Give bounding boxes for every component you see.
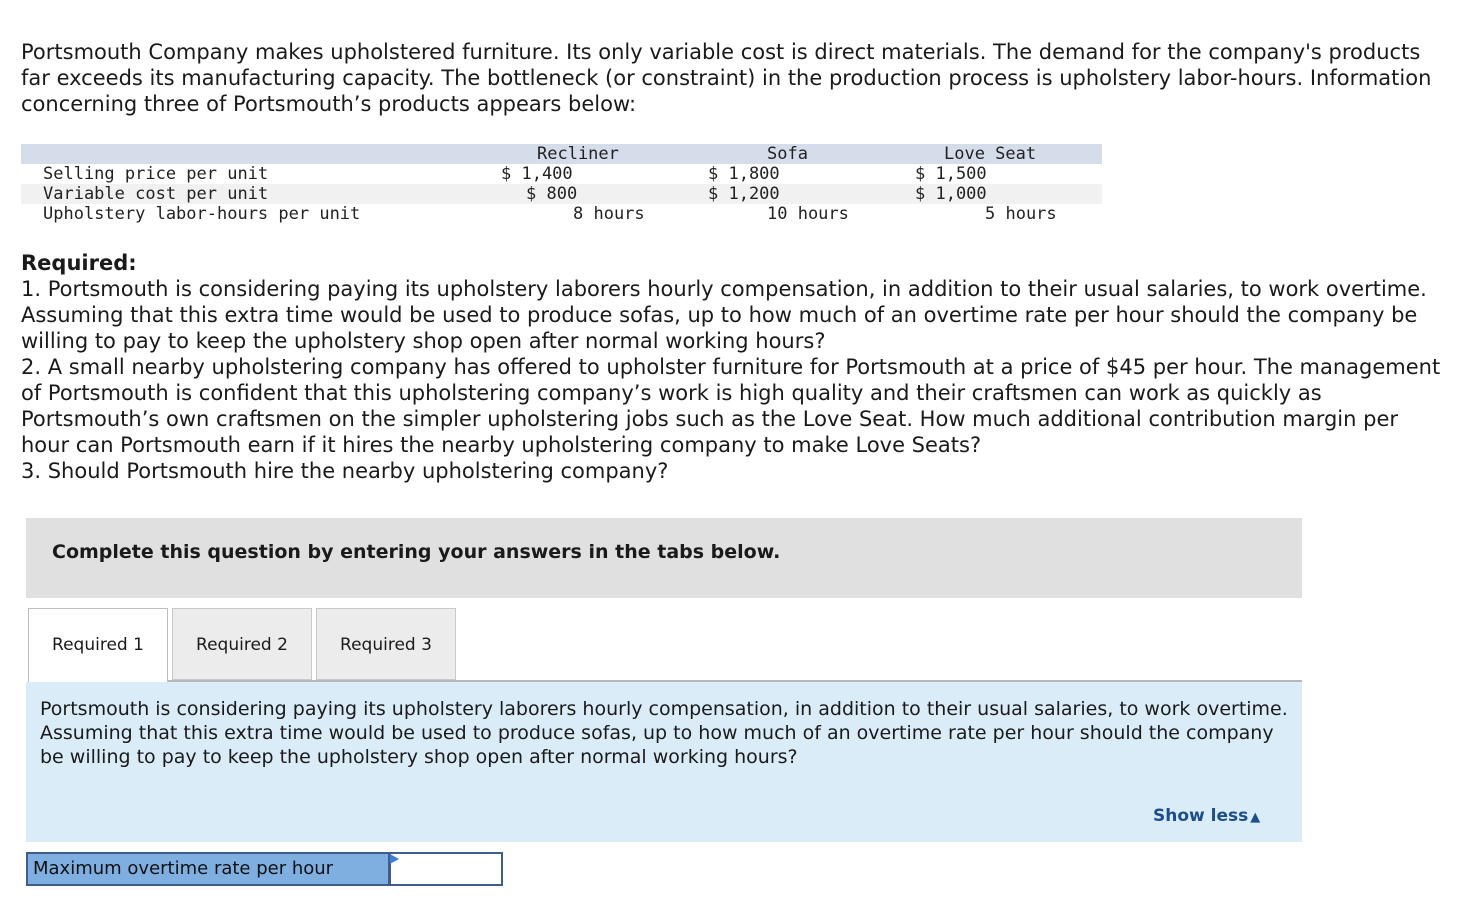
instruction-text: Complete this question by entering your answers in the tabs below. — [52, 541, 781, 563]
required-item-3: 3. Should Portsmouth hire the nearby upholstering company? — [21, 459, 669, 483]
show-less-label: Show less — [1153, 806, 1249, 826]
header-sofa: Sofa — [767, 144, 808, 164]
tab-panel — [26, 682, 1302, 842]
row-label-labor-hours: Upholstery labor-hours per unit — [43, 204, 361, 224]
max-overtime-rate-input[interactable] — [391, 854, 501, 884]
love-seat-labor-hours: 5 hours — [985, 204, 1057, 224]
tab-required-2[interactable]: Required 2 — [172, 608, 312, 680]
input-flag-icon — [390, 854, 399, 864]
panel-question-text: Portsmouth is considering paying its upholstery laborers hourly compensation, in addition to their usual salaries, to work overtime. Assuming that this extra time would be used to produce sofas, up to how much of an overtime rate per hour should the company be willing to pay to keep the upholstery shop open after normal working hours? — [40, 698, 1288, 768]
recliner-variable-cost: $ 800 — [526, 184, 578, 204]
answer-input-box — [389, 852, 503, 886]
required-heading: Required: — [21, 251, 137, 275]
intro-text: Portsmouth Company makes upholstered furniture. Its only variable cost is direct materials. The demand for the company's products far exceeds its manufacturing capacity. The bottleneck (or constraint) in the production process is upholstery labor-hours. Information concerning three of Portsmouth’s products appears below: — [21, 40, 1432, 116]
required-item-2: 2. A small nearby upholstering company has offered to upholster furniture for Portsmouth at a price of $45 per hour. The management of Portsmouth is confident that this upholstering company’s work is high quality and their craftsmen can work as quickly as Portsmouth’s own craftsmen on the simpler upholstering jobs such as the Love Seat. How much additional contribution margin per hour can Portsmouth earn if it hires the nearby upholstering company to make Love Seats? — [21, 355, 1441, 457]
love-seat-selling-price: $ 1,500 — [915, 164, 987, 184]
show-less-link[interactable] — [1153, 806, 1260, 826]
product-table — [21, 144, 1102, 224]
recliner-selling-price: $ 1,400 — [501, 164, 573, 184]
love-seat-variable-cost: $ 1,000 — [915, 184, 987, 204]
sofa-selling-price: $ 1,800 — [708, 164, 780, 184]
required-section — [21, 250, 1441, 484]
tab-required-1[interactable]: Required 1 — [28, 608, 168, 682]
row-label-variable-cost: Variable cost per unit — [43, 184, 269, 204]
triangle-up-icon: ▲ — [1250, 810, 1261, 825]
sofa-variable-cost: $ 1,200 — [708, 184, 780, 204]
recliner-labor-hours: 8 hours — [573, 204, 645, 224]
tab-required-3[interactable]: Required 3 — [316, 608, 456, 680]
answer-label: Maximum overtime rate per hour — [26, 852, 390, 886]
instruction-banner — [26, 518, 1302, 598]
row-label-selling-price: Selling price per unit — [43, 164, 269, 184]
required-item-1: 1. Portsmouth is considering paying its upholstery laborers hourly compensation, in addition to their usual salaries, to work overtime. Assuming that this extra time would be used to produce sofas, up to how much of an overtime rate per hour should the company be willing to pay to keep the upholstery shop open after normal working hours? — [21, 277, 1427, 353]
header-recliner: Recliner — [537, 144, 619, 164]
sofa-labor-hours: 10 hours — [767, 204, 849, 224]
header-love-seat: Love Seat — [944, 144, 1037, 164]
